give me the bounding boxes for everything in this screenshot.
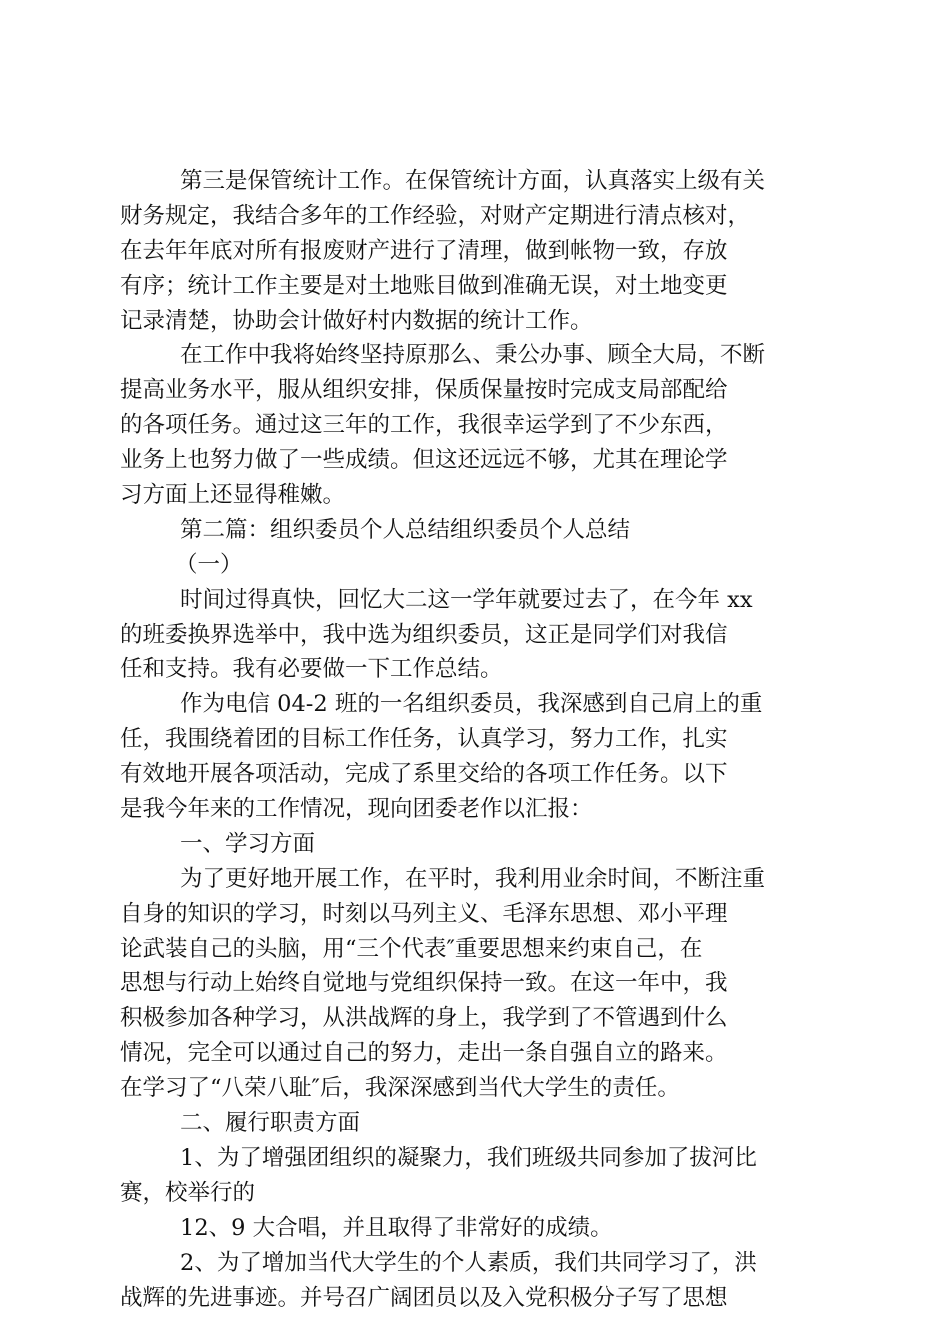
text-line: 的班委换界选举中，我中选为组织委员，这正是同学们对我信 (120, 621, 728, 648)
text-line: 有效地开展各项活动，完成了系里交给的各项工作任务。以下 (120, 761, 728, 788)
text-line: 12、9 大合唱，并且取得了非常好的成绩。 (180, 1214, 613, 1241)
text-line: 在工作中我将始终坚持原那么、秉公办事、顾全大局，不断 (180, 342, 766, 369)
section-heading: 二、履行职责方面 (180, 1110, 361, 1137)
text-line: 第三是保管统计工作。在保管统计方面，认真落实上级有关 (180, 168, 766, 194)
text-line: 2、为了增加当代大学生的个人素质，我们共同学习了，洪 (180, 1249, 757, 1276)
text-line: 积极参加各种学习，从洪战辉的身上，我学到了不管遇到什么 (120, 1005, 728, 1032)
text-line: 在去年年底对所有报废财产进行了清理，做到帐物一致，存放 (120, 237, 728, 264)
text-line: 自身的知识的学习，时刻以马列主义、毛泽东思想、邓小平理 (120, 900, 728, 927)
text-line: 提高业务水平，服从组织安排，保质保量按时完成支局部配给 (120, 377, 728, 404)
text-line: 有序；统计工作主要是对土地账目做到准确无误，对土地变更 (120, 272, 728, 299)
text-line: 情况，完全可以通过自己的努力，走出一条自强自立的路来。 (120, 1040, 728, 1067)
text-line: 战辉的先进事迹。并号召广阔团员以及入党积极分子写了思想 (120, 1284, 728, 1311)
text-line: 在学习了“八荣八耻″后，我深深感到当代大学生的责任。 (120, 1075, 680, 1102)
text-line: 记录清楚，协助会计做好村内数据的统计工作。 (120, 307, 593, 334)
text-line: 任和支持。我有必要做一下工作总结。 (120, 656, 503, 683)
text-line: 作为电信 04-2 班的一名组织委员，我深感到自己肩上的重 (180, 691, 763, 718)
text-line: 思想与行动上始终自觉地与党组织保持一致。在这一年中，我 (120, 970, 728, 997)
text-line: 任，我围绕着团的目标工作任务，认真学习，努力工作，扎实 (120, 726, 728, 753)
text-line: 为了更好地开展工作，在平时，我利用业余时间，不断注重 (180, 865, 766, 892)
text-line: 论武装自己的头脑，用“三个代表″重要思想来约束自己，在 (120, 935, 703, 962)
text-line: 1、为了增强团组织的凝聚力，我们班级共同参加了拔河比 (180, 1144, 757, 1171)
section-title: 第二篇：组织委员个人总结组织委员个人总结 (180, 516, 631, 543)
text-line: 是我今年来的工作情况，现向团委老作以汇报： (120, 796, 593, 823)
text-line: 业务上也努力做了一些成绩。但这还远远不够，尤其在理论学 (120, 447, 728, 474)
section-subtitle: （一） (175, 551, 243, 578)
text-line: 的各项任务。通过这三年的工作，我很幸运学到了不少东西， (120, 412, 728, 439)
document-page (120, 164, 840, 1315)
text-line: 时间过得真快，回忆大二这一学年就要过去了，在今年 xx (180, 586, 753, 613)
section-heading: 一、学习方面 (180, 830, 316, 857)
text-line: 习方面上还显得稚嫩。 (120, 482, 346, 509)
text-line: 赛，校举行的 (120, 1179, 256, 1206)
text-line: 财务规定，我结合多年的工作经验，对财产定期进行清点核对， (120, 202, 751, 229)
